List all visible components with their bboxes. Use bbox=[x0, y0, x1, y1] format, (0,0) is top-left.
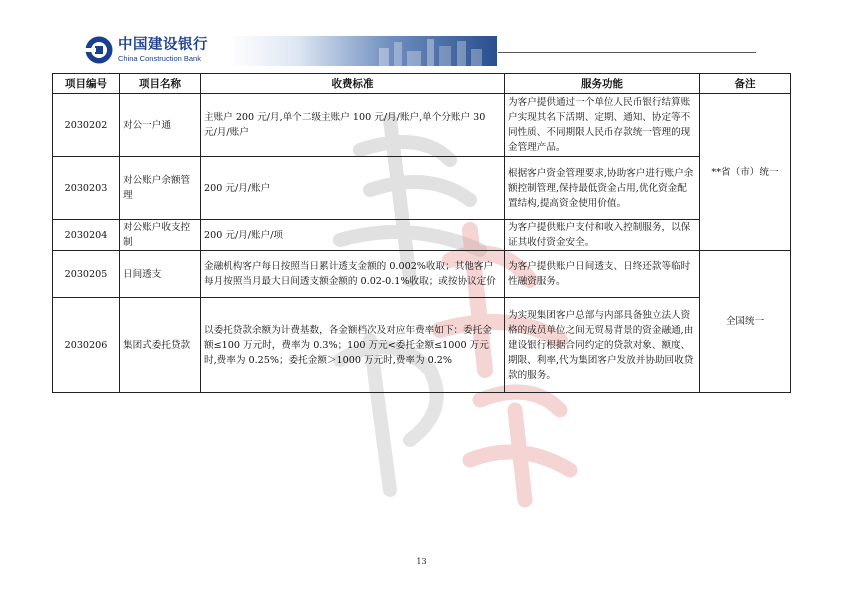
item-note-provincial: **省（市）统一 bbox=[700, 94, 791, 251]
table-header-row bbox=[53, 74, 791, 94]
item-function: 为客户提供账户支付和收入控制服务，以保证其收付资金安全。 bbox=[505, 220, 700, 251]
item-code: 2030202 bbox=[53, 94, 120, 157]
item-function: 根据客户资金管理要求,协助客户进行账户余额控制管理,保持最低资金占用,优化资金配置结构,提高资金使用价值。 bbox=[505, 157, 700, 220]
item-fee: 以委托贷款余额为计费基数，各金额档次及对应年费率如下：委托金额≤100 万元时，费率为 0.3%；100 万元<委托金额≤1000 万元时,费率为 0.25%；委托金额＞1000 万元时,费率为 0.2% bbox=[201, 298, 505, 393]
item-code: 2030205 bbox=[53, 251, 120, 298]
item-fee: 金融机构客户每日按照当日累计透支金额的 0.002%收取；其他客户每月按照当月最大日间透支额金额的 0.02-0.1%收取；或按协议定价 bbox=[201, 251, 505, 298]
page-number: 13 bbox=[416, 557, 427, 566]
item-code: 2030206 bbox=[53, 298, 120, 393]
page-header bbox=[84, 34, 756, 68]
table-row bbox=[53, 298, 791, 393]
item-function: 为客户提供账户日间透支、日终还款等临时性融资服务。 bbox=[505, 251, 700, 298]
col-header-function: 服务功能 bbox=[505, 74, 700, 94]
fee-table bbox=[52, 73, 791, 393]
col-header-code: 项目编号 bbox=[53, 74, 120, 94]
item-fee: 200 元/月/账户/项 bbox=[201, 220, 505, 251]
item-code: 2030203 bbox=[53, 157, 120, 220]
table-row bbox=[53, 220, 791, 251]
bank-name-en: China Construction Bank bbox=[118, 53, 201, 63]
table-row bbox=[53, 157, 791, 220]
bank-name-cn: 中国建设银行 bbox=[118, 37, 208, 53]
table-row bbox=[53, 251, 791, 298]
item-note-national: 全国统一 bbox=[700, 251, 791, 393]
col-header-note: 备注 bbox=[700, 74, 791, 94]
table-row bbox=[53, 94, 791, 157]
bank-logo bbox=[84, 34, 498, 66]
col-header-fee: 收费标准 bbox=[201, 74, 505, 94]
item-name: 对公账户余额管理 bbox=[120, 157, 201, 220]
item-fee: 主账户 200 元/月,单个二级主账户 100 元/月/账户,单个分账户 30 元/月/账户 bbox=[201, 94, 505, 157]
item-function: 为实现集团客户总部与内部具备独立法人资格的成员单位之间无贸易背景的资金融通,由建设银行根据合同约定的贷款对象、额度、期限、利率,代为集团客户发放并协助回收贷款的服务。 bbox=[505, 298, 700, 393]
item-code: 2030204 bbox=[53, 220, 120, 251]
item-name: 对公一户通 bbox=[120, 94, 201, 157]
item-name: 对公账户收支控制 bbox=[120, 220, 201, 251]
item-name: 日间透支 bbox=[120, 251, 201, 298]
item-function: 为客户提供通过一个单位人民币银行结算账户实现其名下活期、定期、通知、协定等不同性质、不同期限人民币存款统一管理的现金管理产品。 bbox=[505, 94, 700, 157]
ccb-logo-icon bbox=[84, 35, 114, 65]
item-fee: 200 元/月/账户 bbox=[201, 157, 505, 220]
col-header-name: 项目名称 bbox=[120, 74, 201, 94]
item-name: 集团式委托贷款 bbox=[120, 298, 201, 393]
header-rule bbox=[498, 52, 756, 53]
